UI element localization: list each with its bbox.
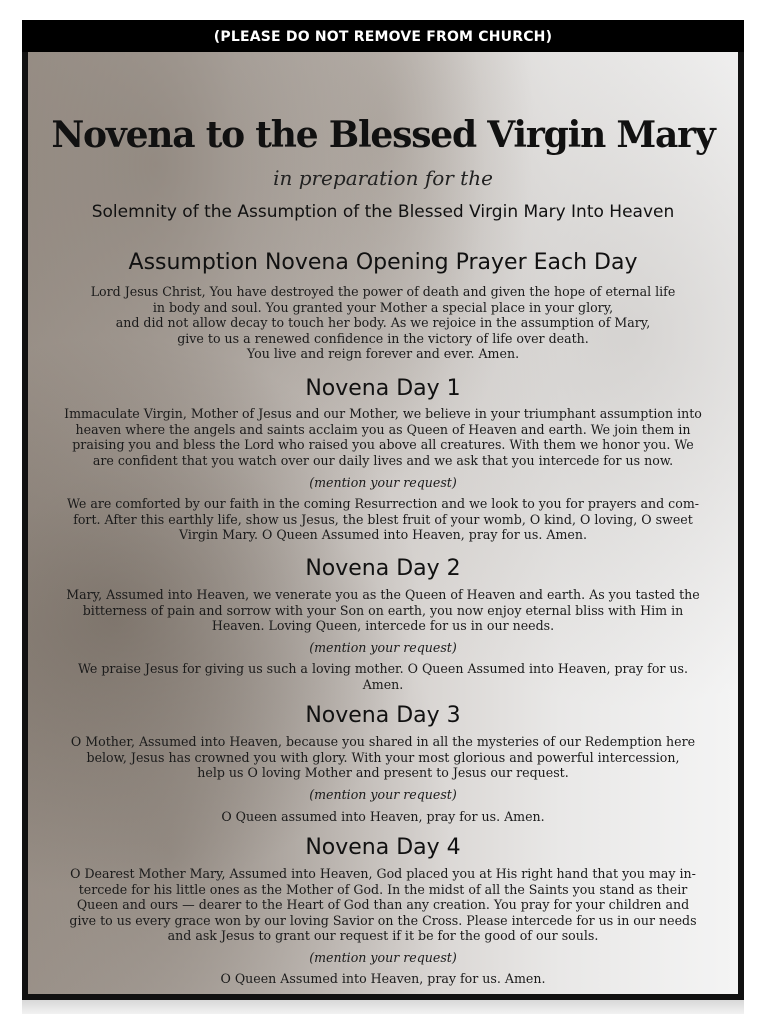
text-line: Immaculate Virgin, Mother of Jesus and our Mother, we believe in your triumphant assumption into (64, 406, 702, 421)
day-4-heading: Novena Day 4 (305, 835, 461, 860)
content-panel (28, 52, 738, 994)
day-4-request-note: (mention your request) (309, 950, 457, 965)
day-2-heading: Novena Day 2 (305, 556, 461, 581)
opening-prayer-heading: Assumption Novena Opening Prayer Each Day (128, 250, 638, 275)
text-line: O Dearest Mother Mary, Assumed into Heaven, God placed you at His right hand that you may in- (70, 866, 696, 881)
day-1-prayer (42, 406, 724, 468)
text-line: Mary, Assumed into Heaven, we venerate you as the Queen of Heaven and earth. As you tasted the (66, 587, 700, 602)
text-line: and ask Jesus to grant our request if it be for the good of our souls. (167, 928, 599, 944)
text-line: O Queen assumed into Heaven, pray for us. Amen. (221, 809, 545, 824)
day-4-prayer (42, 866, 724, 944)
text-line: are confident that you watch over our daily lives and we ask that you intercede for us now. (92, 452, 674, 468)
text-line: and did not allow decay to touch her body. As we rejoice in the assumption of Mary, (115, 315, 651, 331)
day-1-request-note: (mention your request) (309, 475, 457, 490)
text-line: help us O loving Mother and present to Jesus our request. (197, 765, 569, 781)
text-line: We praise Jesus for giving us such a loving mother. O Queen Assumed into Heaven, pray for us. (77, 661, 688, 676)
day-2-prayer (42, 587, 724, 634)
text-line: give to us every grace won by our loving Savior on the Cross. Please intercede for us in our needs (69, 912, 697, 928)
text-line: praising you and bless the Lord who raised you above all creatures. With them we honor you. We (72, 437, 694, 453)
day-1-closing (42, 496, 724, 543)
opening-prayer-text (42, 284, 724, 362)
text-line: below, Jesus has crowned you with glory. With your most glorious and powerful intercession, (86, 749, 680, 765)
day-3-closing (42, 809, 724, 825)
day-3-heading: Novena Day 3 (305, 703, 461, 728)
text-line: Virgin Mary. O Queen Assumed into Heaven, pray for us. Amen. (179, 527, 587, 543)
text-line: give to us a renewed confidence in the victory of life over death. (177, 330, 589, 346)
solemnity-heading: Solemnity of the Assumption of the Blessed Virgin Mary Into Heaven (91, 202, 675, 222)
day-3-prayer (42, 734, 724, 781)
text-line: tercede for his little ones as the Mother of God. In the midst of all the Saints you stand as their (78, 881, 688, 897)
notice-banner: (PLEASE DO NOT REMOVE FROM CHURCH) (22, 20, 744, 52)
text-line: fort. After this earthly life, show us Jesus, the blest fruit of your womb, O kind, O loving, O sweet (73, 511, 693, 527)
text-line: Amen. (362, 676, 404, 692)
page-subtitle: in preparation for the (273, 166, 493, 190)
text-line: heaven where the angels and saints acclaim you as Queen of Heaven and earth. We join them in (75, 421, 691, 437)
text-line: Heaven. Loving Queen, intercede for us in our needs. (211, 618, 555, 634)
text-line: Queen and ours — dearer to the Heart of God than any creation. You pray for your children and (76, 897, 690, 913)
day-4-closing (42, 971, 724, 987)
text-line: You live and reign forever and ever. Amen. (246, 346, 520, 362)
text-line: O Queen Assumed into Heaven, pray for us. Amen. (220, 971, 546, 986)
page-frame (22, 20, 744, 1000)
day-1-heading: Novena Day 1 (305, 376, 461, 401)
text-line: in body and soul. You granted your Mother a special place in your glory, (152, 299, 614, 315)
text-line: We are comforted by our faith in the coming Resurrection and we look to you for prayers and com- (66, 496, 700, 511)
page-title: Novena to the Blessed Virgin Mary (51, 114, 715, 156)
day-3-request-note: (mention your request) (309, 787, 457, 802)
page-shadow (22, 1000, 744, 1014)
day-2-closing (42, 661, 724, 692)
text-line: Lord Jesus Christ, You have destroyed the power of death and given the hope of eternal life (90, 284, 676, 299)
day-2-request-note: (mention your request) (309, 640, 457, 655)
text-line: O Mother, Assumed into Heaven, because you shared in all the mysteries of our Redemption here (70, 734, 696, 749)
text-line: bitterness of pain and sorrow with your Son on earth, you now enjoy eternal bliss with Him in (82, 602, 684, 618)
